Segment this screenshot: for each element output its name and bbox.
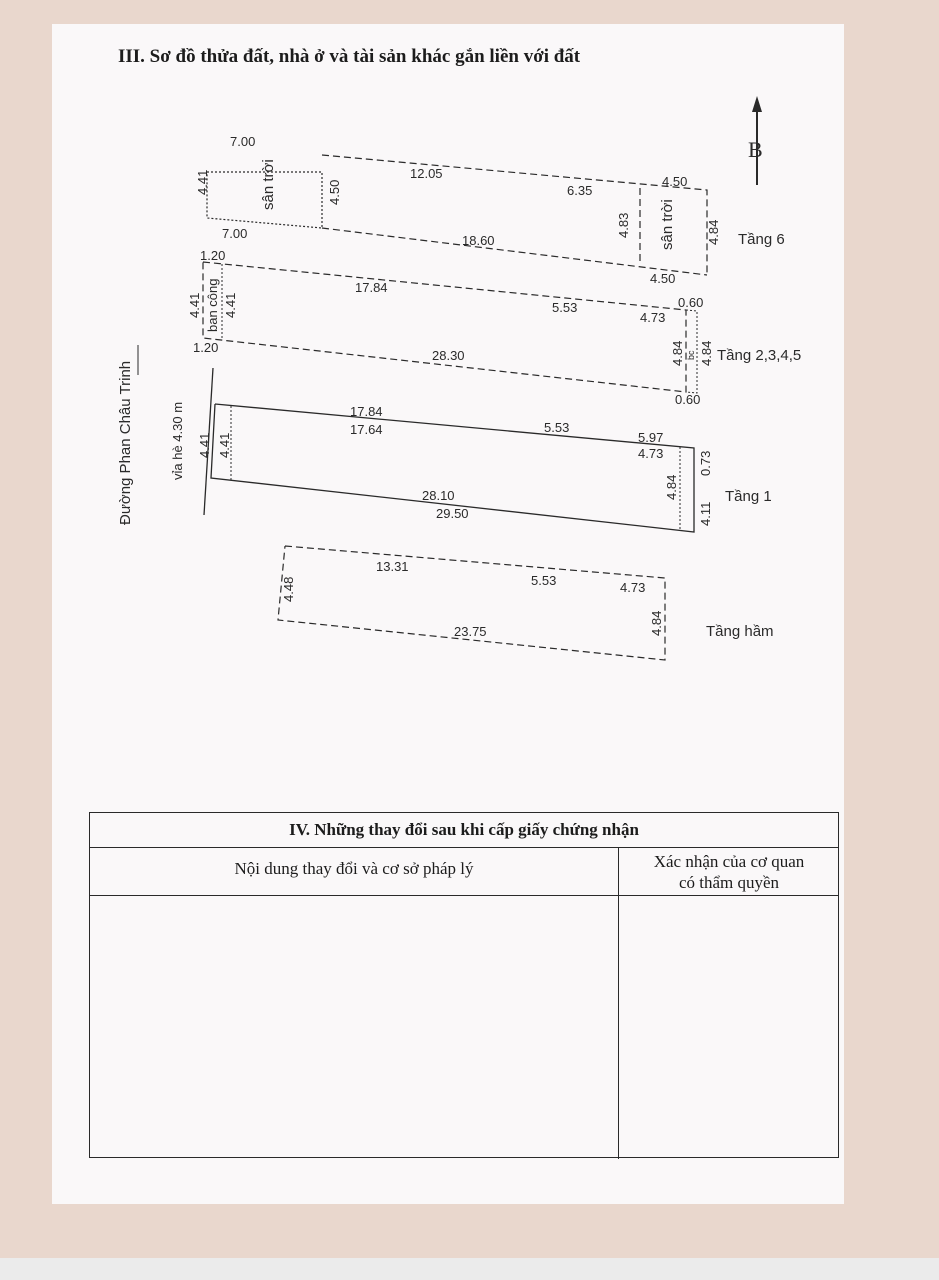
t6-dim-bottom: 18.60 xyxy=(462,233,495,248)
t25-dim-top-left: 1.20 xyxy=(200,248,226,263)
t1-dim-right-inner: 4.84 xyxy=(664,474,679,500)
t6-dim-bottom-left: 7.00 xyxy=(222,226,248,241)
column-header-authority-line1: Xác nhận của cơ quan xyxy=(653,852,805,871)
t25-dim-bottom-left: 1.20 xyxy=(193,340,219,355)
t25-bc-label: bc xyxy=(686,350,696,360)
t1-dim-left-inner: 4.41 xyxy=(217,432,232,458)
t25-dim-right: 4.84 xyxy=(699,340,714,366)
basement-dim-top-right: 4.73 xyxy=(620,580,646,595)
t6-dim-top-mid: 12.05 xyxy=(410,166,443,181)
t1-dim-top-outer: 17.84 xyxy=(350,404,383,419)
t1-dim-top-right-outer: 5.97 xyxy=(638,430,664,445)
table-column-divider xyxy=(618,847,619,1159)
t6-dim-top-right-b: 4.50 xyxy=(662,174,688,189)
t25-dim-top-mid: 5.53 xyxy=(552,300,578,315)
t1-dim-bottom: 29.50 xyxy=(436,506,469,521)
floor-6-plan xyxy=(207,155,707,275)
street-label: Đường Phan Châu Trinh xyxy=(117,360,134,525)
t1-dim-right-upper: 0.73 xyxy=(698,450,713,476)
t25-dim-bottom: 28.30 xyxy=(432,348,465,363)
t6-courtyard-right: sân trời xyxy=(659,199,676,250)
viewer-bottom-strip xyxy=(0,1258,939,1280)
table-header-bottom-divider xyxy=(90,895,838,896)
t6-dim-top-right-a: 6.35 xyxy=(567,183,593,198)
t25-dim-bottom-right-ext: 0.60 xyxy=(675,392,701,407)
t25-dim-top: 17.84 xyxy=(355,280,388,295)
t6-dim-left: 4.41 xyxy=(195,169,210,195)
t1-dim-top-mid: 5.53 xyxy=(544,420,570,435)
t6-dim-inner-right: 4.83 xyxy=(616,212,631,238)
column-header-authority xyxy=(620,851,838,893)
basement-dim-top-mid: 5.53 xyxy=(531,573,557,588)
floor-6-label: Tầng 6 xyxy=(738,231,785,248)
basement-dim-right: 4.84 xyxy=(649,610,664,636)
basement-label: Tầng hầm xyxy=(706,623,774,640)
t1-dim-right-lower: 4.11 xyxy=(698,501,713,526)
floor-2-5-label: Tầng 2,3,4,5 xyxy=(717,347,802,364)
t1-dim-bottom-inner: 28.10 xyxy=(422,488,455,503)
basement-dim-bottom: 23.75 xyxy=(454,624,487,639)
north-label: B xyxy=(748,137,763,162)
t1-dim-top-inner: 17.64 xyxy=(350,422,383,437)
changes-table xyxy=(89,812,839,1158)
section-4-title: IV. Những thay đổi sau khi cấp giấy chứng nhận xyxy=(289,820,639,839)
column-header-content: Nội dung thay đổi và cơ sở pháp lý xyxy=(234,859,474,878)
section-3-title: III. Sơ đồ thửa đất, nhà ở và tài sản khác gắn liền với đất xyxy=(118,46,581,67)
t25-balcony-label: ban công xyxy=(205,278,220,332)
floor-2-5-plan xyxy=(203,262,697,393)
t25-dim-left-outer: 4.41 xyxy=(187,292,202,318)
basement-plan xyxy=(278,546,665,660)
column-header-authority-line2: có thẩm quyền xyxy=(678,873,780,892)
t1-dim-top-right-inner: 4.73 xyxy=(638,446,664,461)
table-header-divider xyxy=(90,847,838,848)
basement-dim-left: 4.48 xyxy=(281,576,296,602)
t6-courtyard-left: sân trời xyxy=(260,159,277,210)
t25-dim-left-inner: 4.41 xyxy=(223,292,238,318)
basement-dim-top: 13.31 xyxy=(376,559,409,574)
t1-dim-left-outer: 4.41 xyxy=(197,432,212,458)
t6-dim-bottom-right: 4.50 xyxy=(650,271,676,286)
floor-1-label: Tầng 1 xyxy=(725,488,772,505)
t25-dim-top-right: 4.73 xyxy=(640,310,666,325)
t6-dim-top-left: 7.00 xyxy=(230,134,256,149)
t25-dim-top-right-ext: 0.60 xyxy=(678,295,704,310)
t6-dim-inner-left: 4.50 xyxy=(327,179,342,205)
t25-dim-right-inner: 4.84 xyxy=(670,340,685,366)
t6-dim-right: 4.84 xyxy=(706,219,721,245)
sidewalk-label: vỉa hè 4.30 m xyxy=(170,401,185,480)
